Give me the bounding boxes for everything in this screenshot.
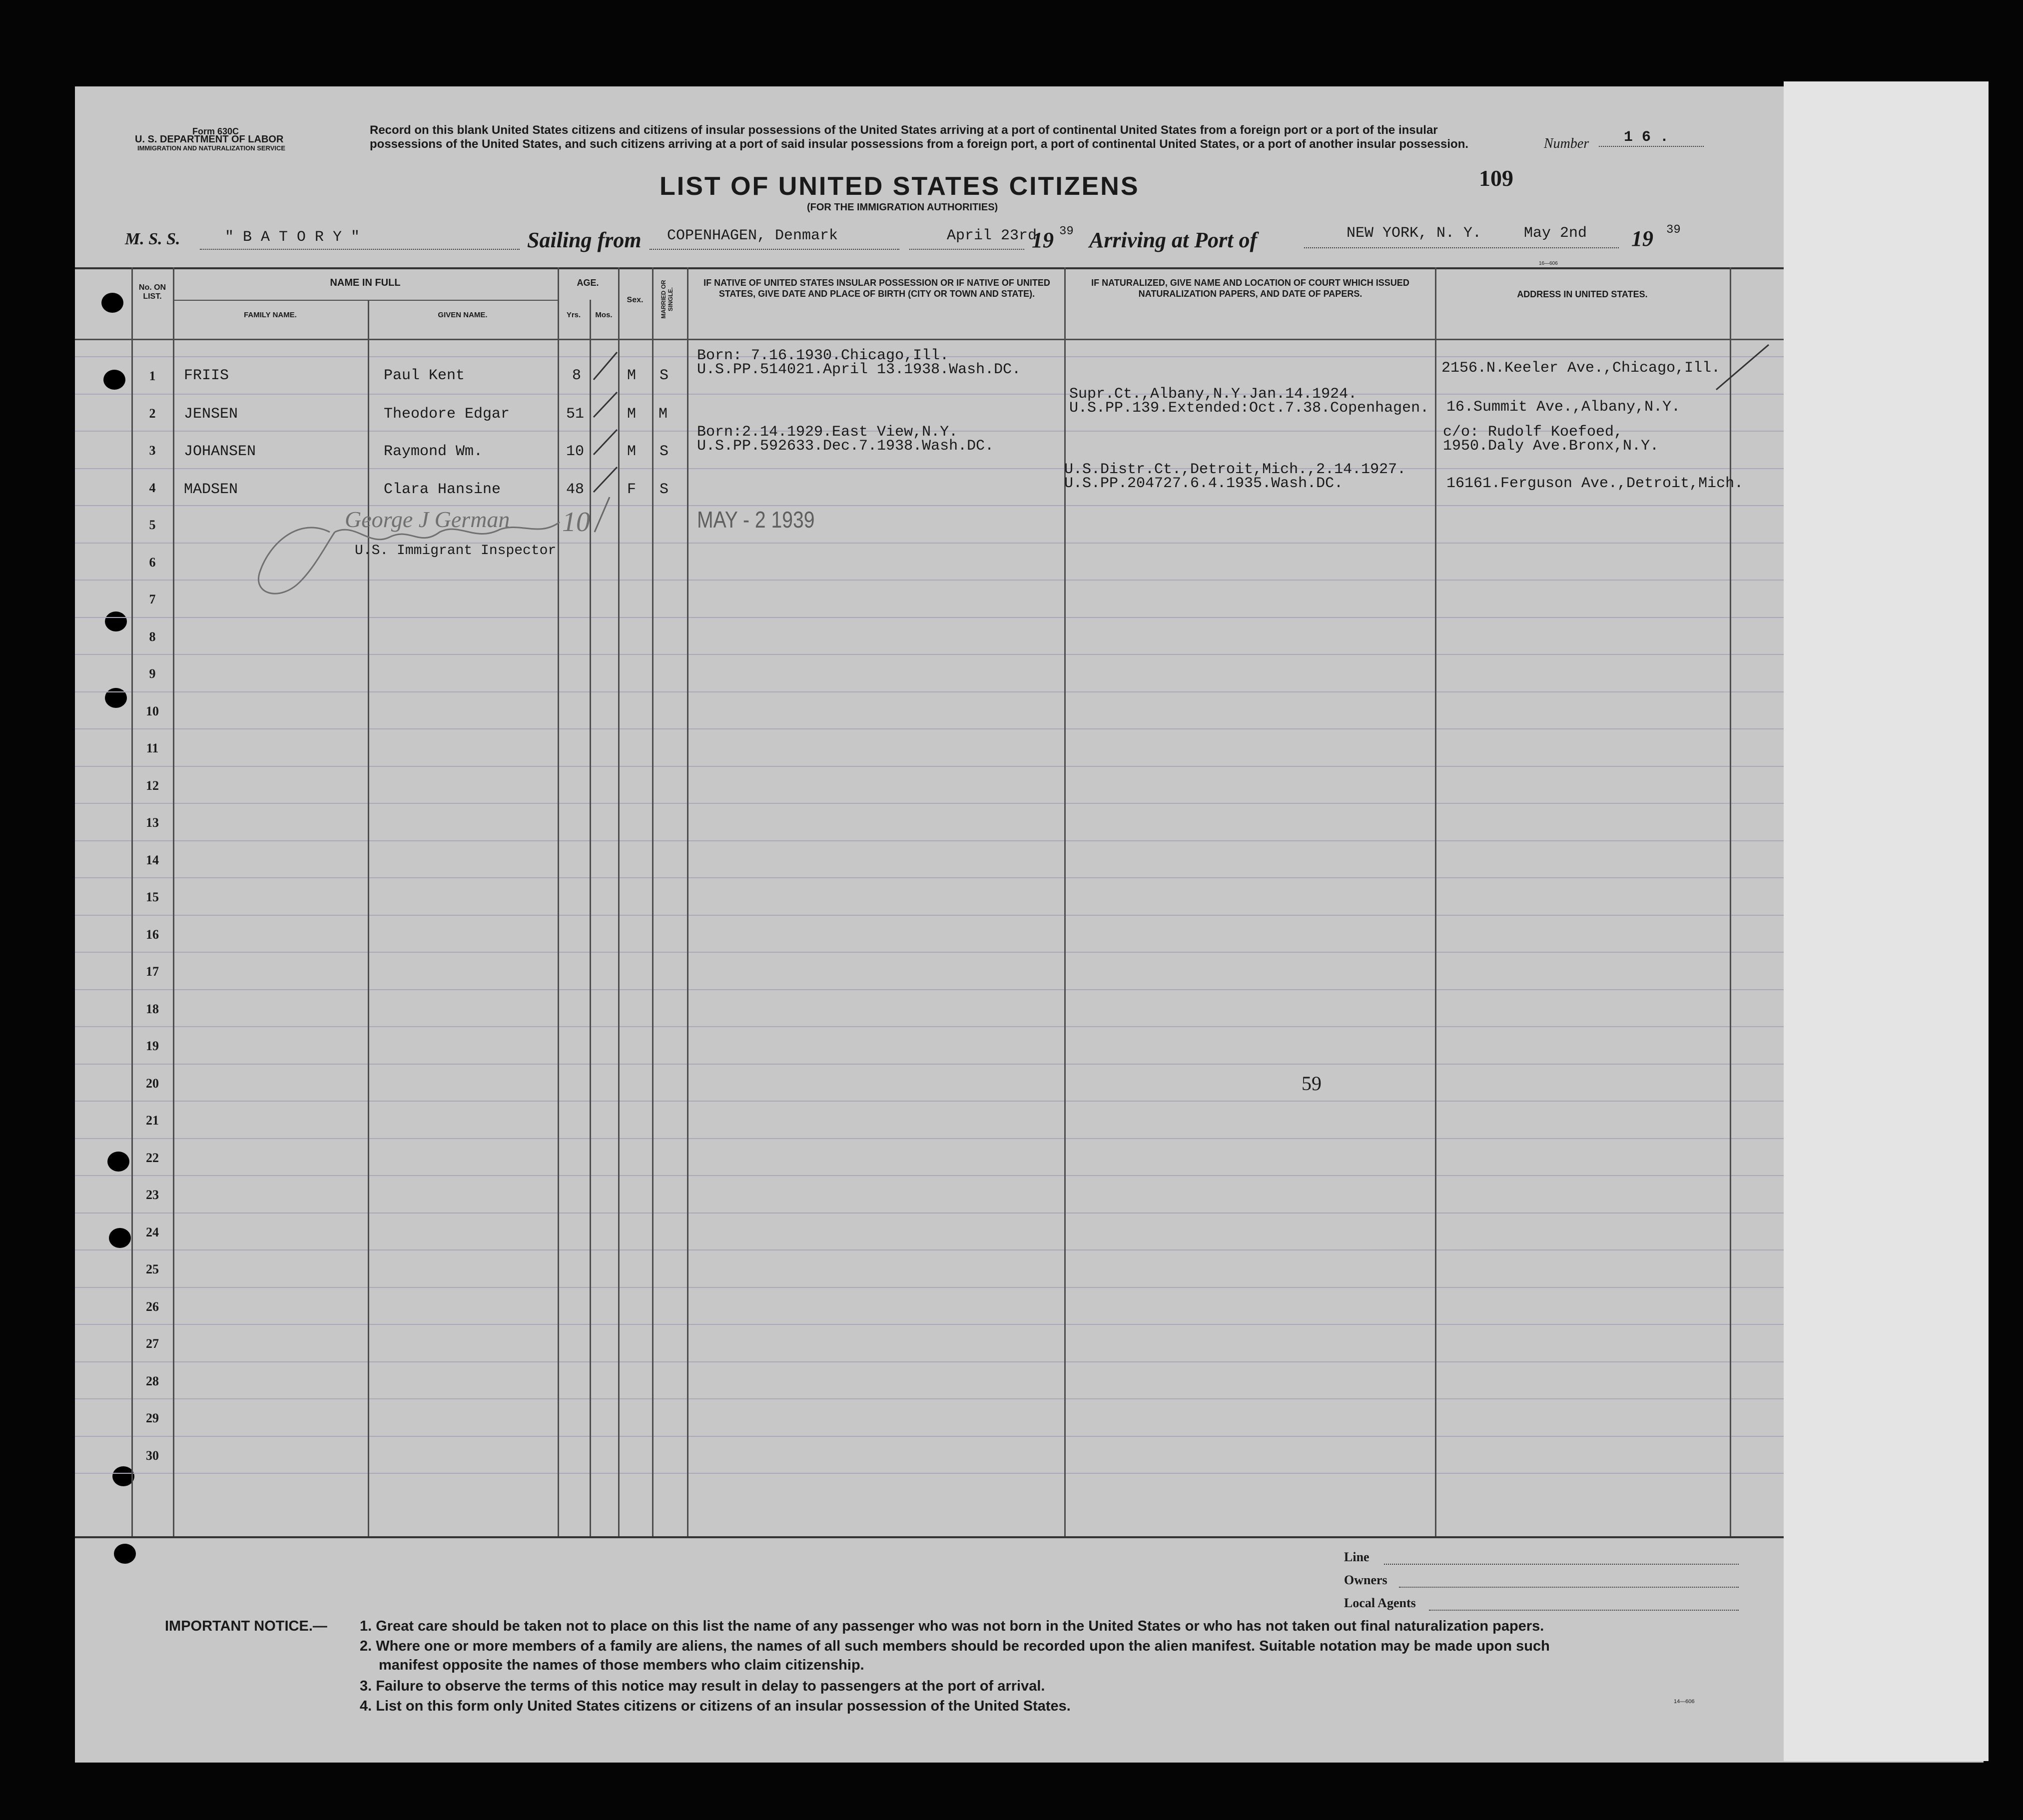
row-rule: [75, 952, 1784, 953]
passenger-2-family: JENSEN: [184, 406, 238, 423]
arriving-blank: [1304, 247, 1619, 248]
form-title: LIST OF UNITED STATES CITIZENS: [660, 172, 1140, 201]
row-number: 3: [149, 443, 156, 458]
header-native-birth: IF NATIVE OF UNITED STATES INSULAR POSSESSION OR IF NATIVE OF UNITED STATES, GIVE DATE AND PLACE OF BIRTH (CITY OR TOWN AND STATE).: [703, 278, 1050, 299]
row-rule: [75, 840, 1784, 841]
row-rule: [75, 654, 1784, 655]
row-rule: [75, 617, 1784, 618]
header-years: Yrs.: [566, 311, 581, 319]
row-rule: [75, 915, 1784, 916]
row-number: 16: [146, 927, 159, 942]
passenger-2-status: M: [659, 406, 668, 423]
row-number: 27: [146, 1336, 159, 1351]
passenger-1-passport: U.S.PP.514021.April 13.1938.Wash.DC.: [697, 361, 1021, 378]
passenger-4-age: 48: [566, 481, 585, 498]
row-rule: [75, 1138, 1784, 1139]
row-number: 11: [146, 741, 159, 755]
header-given-name: GIVEN NAME.: [438, 311, 488, 319]
passenger-3-passport: U.S.PP.592633.Dec.7.1938.Wash.DC.: [697, 438, 994, 455]
passenger-4-given: Clara Hansine: [384, 481, 501, 498]
sailing-from-blank: [650, 249, 899, 250]
row-number: 24: [146, 1224, 159, 1239]
row-rule: [75, 877, 1784, 878]
owners-blank: [1399, 1587, 1739, 1588]
form-subtitle: (FOR THE IMMIGRATION AUTHORITIES): [807, 202, 998, 213]
passenger-4-sex: F: [627, 481, 637, 498]
name-header-rule: [173, 300, 559, 301]
passenger-2-age: 51: [566, 406, 585, 423]
row-number: 12: [146, 778, 159, 793]
punch-hole: [114, 1544, 136, 1564]
passenger-1-sex: M: [627, 367, 637, 384]
row-number: 17: [146, 964, 159, 979]
row-number: 26: [146, 1299, 159, 1314]
passenger-1-age: 8: [572, 367, 582, 384]
row-number: 13: [146, 815, 159, 830]
handwritten-count: 10: [562, 507, 590, 538]
passenger-1-birth: Born: 7.16.1930.Chicago,Ill.: [697, 347, 949, 364]
row-number: 28: [146, 1373, 159, 1388]
line-label: Line: [1344, 1550, 1369, 1564]
row-number: 14: [146, 852, 159, 867]
bottom-printer-mark: 14—606: [1674, 1699, 1695, 1705]
department-name: U. S. DEPARTMENT OF LABOR: [135, 134, 284, 145]
sailing-from: COPENHAGEN, Denmark: [667, 227, 838, 244]
row-number: 23: [146, 1188, 159, 1202]
passenger-3-sex: M: [627, 443, 637, 460]
row-number: 4: [149, 480, 156, 495]
printer-mark: 16—606: [1539, 261, 1558, 266]
header-name-in-full: NAME IN FULL: [330, 277, 401, 288]
passenger-3-status: S: [660, 443, 669, 460]
address-tick-mark: [1714, 342, 1774, 392]
arriving-year-prefix: 19: [1631, 226, 1653, 251]
passenger-1-status: S: [660, 367, 669, 384]
passenger-3-age: 10: [566, 443, 585, 460]
sailing-year-prefix: 19: [1032, 228, 1054, 252]
arriving-port: NEW YORK, N. Y.: [1347, 225, 1482, 242]
passenger-3-given: Raymond Wm.: [384, 443, 483, 460]
passenger-2-address: 16.Summit Ave.,Albany,N.Y.: [1446, 399, 1681, 416]
row-rule: [75, 394, 1784, 395]
row-rule: [75, 1175, 1784, 1176]
arrival-stamp: MAY - 2 1939: [697, 507, 815, 533]
inspector-title: U.S. Immigrant Inspector: [355, 543, 557, 559]
col-divider: [368, 300, 369, 1536]
passenger-4-passport: U.S.PP.204727.6.4.1935.Wash.DC.: [1064, 475, 1344, 492]
table-top-rule: [75, 267, 1784, 269]
arriving-year: 39: [1666, 223, 1681, 237]
row-rule: [75, 803, 1784, 804]
passenger-1-given: Paul Kent: [384, 367, 465, 384]
notice-item-4: 4. List on this form only United States citizens or citizens of an insular possession of the United States.: [360, 1698, 1071, 1714]
header-bottom-rule: [75, 339, 1784, 340]
col-divider: [1435, 267, 1436, 1536]
number-blank: [1599, 146, 1704, 147]
row-number: 29: [146, 1411, 159, 1425]
row-rule: [75, 766, 1784, 767]
header-sex: Sex.: [627, 296, 644, 304]
notice-title: IMPORTANT NOTICE.—: [165, 1618, 327, 1634]
row-rule: [75, 1026, 1784, 1027]
row-number-column: [132, 267, 172, 1536]
row-number: 7: [149, 592, 156, 607]
row-number: 5: [149, 518, 156, 532]
header-family-name: FAMILY NAME.: [244, 311, 297, 319]
number-label: Number: [1544, 136, 1589, 151]
handwritten-tick-marks: [590, 342, 650, 552]
number-value: 1 6 .: [1624, 129, 1669, 146]
row-number: 20: [146, 1076, 159, 1091]
row-rule: [75, 1324, 1784, 1325]
line-blank: [1384, 1564, 1739, 1565]
passenger-1-family: FRIIS: [184, 367, 229, 384]
notice-item-1: 1. Great care should be taken not to place on this list the name of any passenger who was not born in the United States or who has not taken out final naturalization papers.: [360, 1618, 1544, 1634]
col-divider: [652, 267, 654, 1536]
table-bottom-rule: [75, 1536, 1784, 1538]
passenger-2-passport: U.S.PP.139.Extended:Oct.7.38.Copenhagen.: [1069, 400, 1429, 417]
sailing-label: Sailing from: [527, 228, 642, 252]
bottom-count: 59: [1302, 1072, 1322, 1095]
row-number: 19: [146, 1039, 159, 1053]
passenger-2-sex: M: [627, 406, 637, 423]
passenger-3-address: 1950.Daly Ave.Bronx,N.Y.: [1443, 438, 1659, 455]
signature-text: George J German: [345, 507, 510, 532]
vessel-prefix: M. S. S.: [125, 230, 180, 248]
col-divider: [173, 267, 174, 1536]
arriving-date: May 2nd: [1524, 225, 1587, 242]
passenger-2-court: Supr.Ct.,Albany,N.Y.Jan.14.1924.: [1069, 386, 1357, 403]
notice-item-3: 3. Failure to observe the terms of this notice may result in delay to passengers at the port of arrival.: [360, 1678, 1045, 1694]
row-number: 30: [146, 1448, 159, 1463]
row-number: 21: [146, 1113, 159, 1128]
header-married-single: MARRIED OR SINGLE.: [660, 280, 674, 319]
row-rule: [75, 468, 1784, 469]
header-months: Mos.: [595, 311, 613, 319]
passenger-3-address-care-of: c/o: Rudolf Koefoed,: [1443, 424, 1623, 441]
service-name: IMMIGRATION AND NATURALIZATION SERVICE: [137, 144, 286, 152]
agents-blank: [1429, 1610, 1739, 1611]
owners-label: Owners: [1344, 1573, 1387, 1587]
sailing-year: 39: [1059, 225, 1074, 238]
row-rule: [75, 1436, 1784, 1437]
sailing-date-blank: [909, 249, 1024, 250]
form-instructions: Record on this blank United States citizens and citizens of insular possessions of the United States arriving at a port of continental United States from a foreign port or a port of the insular possessions of the United States, and such citizens arriving at a port of said insular possessions from a foreign port, a port of continental United States, or a port of another insular possession.: [370, 123, 1469, 151]
row-rule: [75, 989, 1784, 990]
header-age: AGE.: [577, 278, 599, 288]
vessel-blank: [200, 249, 520, 250]
vessel-name: " B A T O R Y ": [225, 229, 360, 246]
row-rule: [75, 1249, 1784, 1250]
passenger-3-birth: Born:2.14.1929.East View,N.Y.: [697, 424, 958, 441]
sailing-date: April 23rd: [947, 227, 1037, 244]
page-number: 109: [1479, 165, 1513, 191]
attached-paper-strip: [1784, 81, 1989, 1761]
row-number: 22: [146, 1150, 159, 1165]
row-rule: [75, 1361, 1784, 1362]
col-divider: [687, 267, 688, 1536]
row-number: 25: [146, 1262, 159, 1276]
row-rule: [75, 1287, 1784, 1288]
row-number: 10: [146, 703, 159, 718]
row-rule: [75, 1473, 1784, 1474]
notice-item-2-continued: manifest opposite the names of those members who claim citizenship.: [379, 1657, 864, 1673]
row-rule: [75, 1064, 1784, 1065]
row-number: 15: [146, 890, 159, 904]
row-rule: [75, 1398, 1784, 1399]
passenger-2-given: Theodore Edgar: [384, 406, 510, 423]
header-address: ADDRESS IN UNITED STATES.: [1517, 289, 1648, 299]
row-rule: [75, 728, 1784, 729]
row-rule: [75, 691, 1784, 692]
row-number: 1: [149, 369, 156, 383]
row-number: 6: [149, 555, 156, 570]
local-agents-label: Local Agents: [1344, 1596, 1416, 1610]
row-number: 18: [146, 1001, 159, 1016]
header-no-on-list: No. ON LIST.: [138, 283, 166, 301]
passenger-4-address: 16161.Ferguson Ave.,Detroit,Mich.: [1446, 475, 1744, 492]
col-divider: [558, 267, 559, 1536]
header-naturalized: IF NATURALIZED, GIVE NAME AND LOCATION OF COURT WHICH ISSUED NATURALIZATION PAPERS, AND DATE OF PAPERS.: [1091, 278, 1409, 299]
row-number: 9: [149, 666, 156, 681]
passenger-table: [75, 267, 1784, 1539]
passenger-4-court: U.S.Distr.Ct.,Detroit,Mich.,2.14.1927.: [1064, 461, 1406, 478]
form-number: Form 630C: [192, 126, 239, 136]
notice-item-2: 2. Where one or more members of a family are aliens, the names of all such members should be recorded upon the alien manifest. Suitable notation may be made upon such: [360, 1638, 1550, 1654]
row-rule: [75, 1101, 1784, 1102]
passenger-4-status: S: [660, 481, 669, 498]
passenger-4-family: MADSEN: [184, 481, 238, 498]
passenger-1-address: 2156.N.Keeler Ave.,Chicago,Ill.: [1441, 360, 1721, 377]
passenger-3-family: JOHANSEN: [184, 443, 256, 460]
arriving-label: Arriving at Port of: [1089, 228, 1258, 252]
col-divider: [1730, 267, 1731, 1536]
row-number: 8: [149, 629, 156, 644]
col-divider: [1064, 267, 1066, 1536]
row-number: 2: [149, 406, 156, 421]
